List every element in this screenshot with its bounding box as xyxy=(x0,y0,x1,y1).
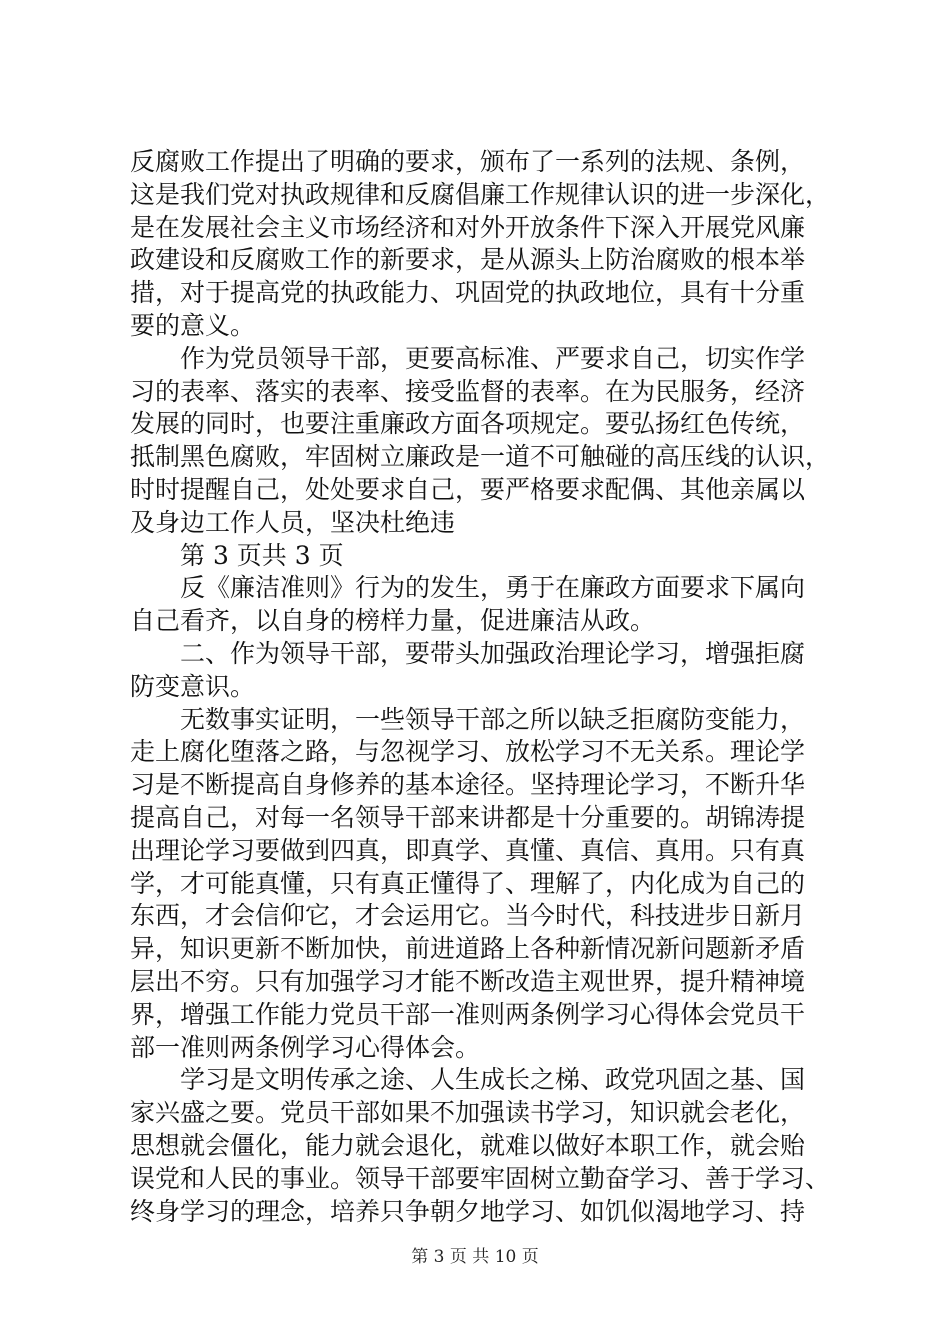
text-line: 防变意识。 xyxy=(130,671,256,701)
text-line: 家兴盛之要。党员干部如果不加强读书学习，知识就会老化， xyxy=(130,1098,806,1128)
text-line: 措，对于提高党的执政能力、巩固党的执政地位，具有十分重 xyxy=(130,278,806,308)
text-line: 东西，才会信仰它，才会运用它。当今时代，科技进步日新月 xyxy=(130,901,806,931)
text-line: 学，才可能真懂，只有真正懂得了、理解了，内化成为自己的 xyxy=(130,868,806,898)
text-line: 作为党员领导干部，更要高标准、严要求自己，切实作学 xyxy=(180,343,806,373)
text-line: 第 3 页共 3 页 xyxy=(180,540,344,570)
text-line: 走上腐化堕落之路，与忽视学习、放松学习不无关系。理论学 xyxy=(130,737,806,767)
text-line: 学习是文明传承之途、人生成长之梯、政党巩固之基、国 xyxy=(180,1065,806,1095)
text-line: 要的意义。 xyxy=(130,310,256,340)
text-line: 反《廉洁准则》行为的发生，勇于在廉政方面要求下属向 xyxy=(180,573,806,603)
text-line: 终身学习的理念，培养只争朝夕地学习、如饥似渴地学习、持 xyxy=(130,1196,806,1226)
text-line: 政建设和反腐败工作的新要求，是从源头上防治腐败的根本举 xyxy=(130,245,806,275)
text-line: 无数事实证明，一些领导干部之所以缺乏拒腐防变能力， xyxy=(180,704,806,734)
text-line: 及身边工作人员，坚决杜绝违 xyxy=(130,507,456,537)
text-line: 是在发展社会主义市场经济和对外开放条件下深入开展党风廉 xyxy=(130,212,806,242)
text-line: 反腐败工作提出了明确的要求，颁布了一系列的法规、条例， xyxy=(130,147,806,176)
text-line: 习是不断提高自身修养的基本途径。坚持理论学习，不断升华 xyxy=(130,770,806,800)
text-line: 自己看齐，以自身的榜样力量，促进廉洁从政。 xyxy=(130,606,656,636)
document-body xyxy=(130,146,842,1228)
text-line: 时时提醒自己，处处要求自己，要严格要求配偶、其他亲属以 xyxy=(130,474,806,504)
text-line: 二、作为领导干部，要带头加强政治理论学习，增强拒腐 xyxy=(180,638,806,668)
text-line: 界，增强工作能力党员干部一准则两条例学习心得体会党员干 xyxy=(130,999,806,1029)
text-line: 习的表率、落实的表率、接受监督的表率。在为民服务，经济 xyxy=(130,376,806,406)
text-line: 思想就会僵化，能力就会退化，就难以做好本职工作，就会贻 xyxy=(130,1130,806,1160)
text-line: 部一准则两条例学习心得体会。 xyxy=(130,1032,481,1062)
text-line: 抵制黑色腐败，牢固树立廉政是一道不可触碰的高压线的认识， xyxy=(130,442,831,472)
text-line: 提高自己，对每一名领导干部来讲都是十分重要的。胡锦涛提 xyxy=(130,802,806,832)
text-line: 异，知识更新不断加快，前进道路上各种新情况新问题新矛盾 xyxy=(130,934,806,964)
text-line: 这是我们党对执政规律和反腐倡廉工作规律认识的进一步深化， xyxy=(130,179,831,209)
text-line: 出理论学习要做到四真，即真学、真懂、真信、真用。只有真 xyxy=(130,835,806,865)
text-line: 误党和人民的事业。领导干部要牢固树立勤奋学习、善于学习、 xyxy=(130,1163,831,1193)
text-line: 发展的同时，也要注重廉政方面各项规定。要弘扬红色传统， xyxy=(130,409,806,439)
page-footer: 第 3 页 共 10 页 xyxy=(411,1247,539,1267)
text-line: 层出不穷。只有加强学习才能不断改造主观世界，提升精神境 xyxy=(130,966,806,996)
